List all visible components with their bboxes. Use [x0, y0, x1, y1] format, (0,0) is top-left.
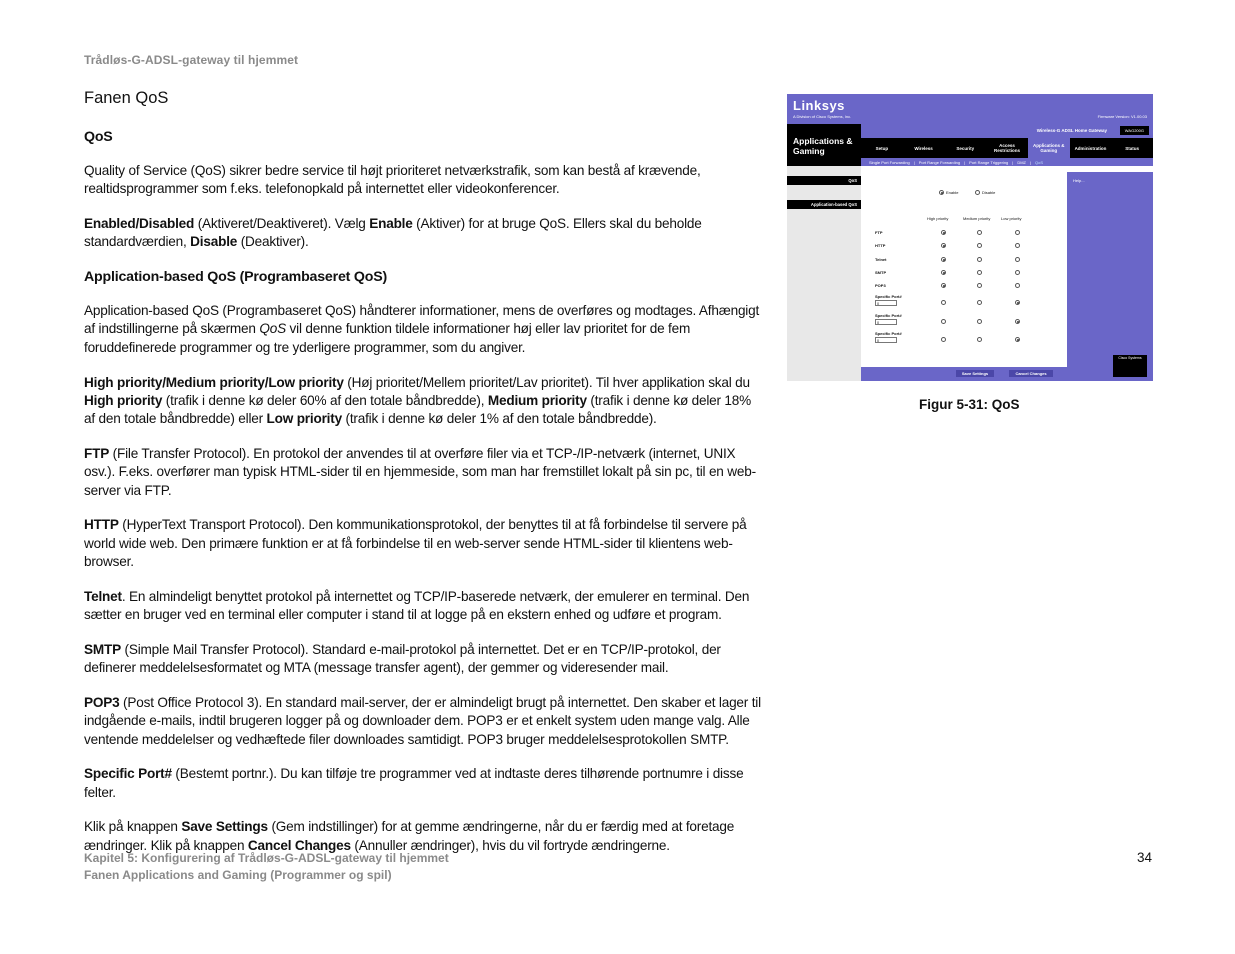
priority-radio[interactable] [941, 319, 946, 324]
footer-chapter: Kapitel 5: Konfigurering af Trådløs-G-ADSL-gateway til hjemmet [84, 851, 449, 865]
row-label: HTTP [875, 243, 886, 248]
subtab-1[interactable]: Port Range Forwarding [918, 159, 961, 165]
text: (Aktiveret/Deaktiveret). Vælg [194, 216, 370, 232]
main-tabs [861, 138, 1153, 158]
paragraph-qos-intro: Quality of Service (QoS) sikrer bedre service til højt prioriteret netværkstrafik, som kan bestå af krævende, realtidsprogrammer som f.eks. telefonopkald på internettet eller videokonferencer. [84, 163, 701, 197]
priority-radio[interactable] [941, 300, 946, 305]
term-high: High priority [84, 392, 163, 408]
enable-label: Enable [946, 190, 959, 195]
text: (Høj prioritet/Mellem prioritet/Lav prioritet). Til hver applikation skal du [343, 374, 750, 390]
linksys-logo: Linksys [793, 98, 845, 113]
column-header-2: Low priority [1001, 216, 1022, 221]
help-panel [1067, 172, 1153, 381]
text: (Aktiver) for at bruge QoS. Ellers skal du beholde standardværdien, [84, 216, 702, 250]
priority-radio[interactable] [977, 319, 982, 324]
paragraph-http [84, 516, 764, 571]
section-title: Fanen QoS [84, 89, 169, 107]
paragraph-priorities [84, 374, 764, 429]
paragraph-enabled-disabled [84, 215, 764, 252]
tab-5[interactable]: Administration [1074, 145, 1107, 151]
help-link[interactable]: Help... [1073, 178, 1085, 183]
tab-4[interactable]: Applications & Gaming [1028, 138, 1070, 158]
column-header-0: High priority [927, 216, 949, 221]
button-bar [861, 367, 1067, 381]
paragraph-application-qos [84, 302, 764, 357]
app-title-block [787, 124, 861, 166]
priority-radio[interactable] [977, 300, 982, 305]
save-settings-button[interactable]: Save Settings [956, 370, 994, 377]
priority-radio[interactable] [977, 257, 982, 262]
left-nav [787, 166, 861, 381]
tab-6[interactable]: Status [1125, 145, 1140, 151]
row-label: SMTP [875, 270, 887, 275]
row-label: Specific Port# [875, 294, 902, 299]
priority-radio[interactable] [941, 243, 946, 248]
text: (Bestemt portnr.). Du kan tilføje tre programmer ved at indtaste deres tilhørende portnumre i disse felter. [84, 766, 744, 800]
priority-radio[interactable] [977, 243, 982, 248]
body-text [84, 128, 764, 872]
text: vil denne funktion tildele informationer høj eller lav prioritet for de fem foruddefinerede programmer og tre yderligere programmer, som du angiver. [84, 321, 691, 355]
subtab-2[interactable]: Port Range Triggering [969, 159, 1009, 165]
running-header: Trådløs-G-ADSL-gateway til hjemmet [84, 53, 299, 67]
specific-port-input[interactable]: 0 [875, 319, 897, 325]
heading-application-qos: Application-based QoS (Programbaseret QoS) [84, 269, 387, 286]
row-label: Specific Port# [875, 331, 902, 336]
term-disable: Disable [190, 234, 238, 250]
logo-subtitle: A Division of Cisco Systems, Inc. [793, 114, 852, 119]
tab-3[interactable]: Access Restrictions [994, 143, 1021, 153]
row-label: Specific Port# [875, 313, 902, 318]
term-enabled-disabled: Enabled/Disabled [84, 216, 195, 232]
priority-radio[interactable] [1015, 257, 1020, 262]
product-name: Wireless-G ADSL Home Gateway [1036, 128, 1107, 133]
paragraph-ftp [84, 445, 764, 500]
disable-label: Disable [982, 190, 996, 195]
cisco-text: Cisco Systems [1118, 356, 1142, 360]
text: Application-based QoS (Programbaseret QoS) håndterer informationer, mens de overføres og modtages. Afhængigt af indstillingerne på skærmen [84, 303, 760, 337]
page-number: 34 [1136, 850, 1152, 865]
left-nav-qos: QoS [787, 176, 861, 185]
subtab-separator: | [913, 159, 915, 165]
tab-0[interactable]: Setup [875, 145, 889, 151]
specific-port-input[interactable]: 0 [875, 300, 897, 306]
tab-1[interactable]: Wireless [914, 145, 933, 151]
priority-radio[interactable] [1015, 337, 1020, 342]
priority-radio[interactable] [941, 270, 946, 275]
cisco-logo [1113, 355, 1147, 377]
text: (File Transfer Protocol). En protokol der anvendes til at overføre filer via et TCP-/IP-netværk (internet, UNIX osv.). F.eks. overfører man typisk HTML-sider til en hjemmeside, som man har fremstillet lokalt på sin pc, til en web-server via FTP. [84, 445, 756, 498]
subtab-0[interactable]: Single Port Forwarding [869, 159, 910, 165]
left-nav-application-qos: Application-based QoS [787, 200, 861, 209]
term-enable: Enable [369, 216, 413, 232]
text: (trafik i denne kø deler 18% af den totale båndbredde) eller [84, 392, 752, 427]
footer-section: Fanen Applications and Gaming (Programmer og spil) [84, 868, 392, 882]
priority-radio[interactable] [941, 257, 946, 262]
subtab-separator: | [964, 159, 966, 165]
text: . En almindeligt benyttet protokol på internettet og TCP/IP-baserede netværk, der emulerer en terminal. Den sætter en bruger ved en terminal eller computer i stand til at logge på en ekstern enhed og udføre et program. [84, 588, 750, 623]
priority-radio[interactable] [1015, 319, 1020, 324]
enable-radio[interactable] [939, 190, 944, 195]
priority-radio[interactable] [977, 230, 982, 235]
text: (Post Office Protocol 3). En standard mail-server, der er almindeligt brugt på internettet. Den skaber et lager til indgående e-mails, indtil brugeren logger på og downloader dem. POP3 er et enkelt system uden mange valg. Alle ventende meddelelser og vedhæftede filer downloades samtidigt. POP3 bruger meddelelsesprotokollen SMTP. [84, 694, 761, 747]
term-pop3: POP3 [84, 694, 120, 710]
text: Klik på knappen [84, 819, 182, 835]
column-header-1: Medium priority [963, 216, 991, 221]
row-label: FTP [875, 230, 883, 235]
term-low: Low priority [266, 411, 342, 427]
term-ftp: FTP [84, 445, 110, 461]
priority-radio[interactable] [1015, 230, 1020, 235]
term-medium: Medium priority [487, 392, 587, 408]
row-label: POP3 [875, 283, 886, 288]
tab-2[interactable]: Security [956, 145, 975, 151]
priority-radio[interactable] [941, 283, 946, 288]
priority-radio[interactable] [1015, 300, 1020, 305]
subtab-separator: | [1012, 159, 1014, 165]
priority-radio[interactable] [977, 283, 982, 288]
text: (Gem indstillinger) for at gemme ændringerne, når du er færdig med at foretage ændringer. Klik på knappen [84, 819, 735, 853]
firmware-version: Firmware Version: V1.00.03 [1097, 114, 1147, 119]
priority-radio[interactable] [1015, 283, 1020, 288]
paragraph-telnet [84, 588, 764, 625]
priority-radio[interactable] [977, 337, 982, 342]
paragraph-smtp [84, 641, 764, 678]
paragraph-specific-port [84, 765, 764, 802]
disable-radio[interactable] [975, 190, 980, 195]
row-label: Telnet [875, 257, 887, 262]
footer [84, 850, 449, 884]
term-save-settings: Save Settings [181, 819, 268, 835]
term-priorities: High priority/Medium priority/Low priority [84, 374, 344, 390]
sub-tabs [861, 158, 1153, 166]
text: (HyperText Transport Protocol). Den kommunikationsprotokol, der benyttes til at få forbindelse til servere på world wide web. Den primære funktion er at få forbindelse til en web-server sende HTML-sider til klientens web-browser. [84, 517, 747, 569]
navbar [861, 124, 1153, 166]
priority-radio[interactable] [1015, 270, 1020, 275]
app-title: Applications & Gaming [793, 136, 853, 156]
model-badge: WAG200G [1120, 126, 1149, 135]
term-specific-port: Specific Port# [84, 766, 172, 782]
qos-screenshot [787, 94, 1153, 381]
paragraph-pop3 [84, 694, 764, 749]
priority-radio[interactable] [1015, 243, 1020, 248]
text: (Simple Mail Transfer Protocol). Standard e-mail-protokol på internettet. Det er en TCP/IP-protokol, der definerer meddelelsesformatet og MTA (message transfer agent), der gemmer og videresender mail. [84, 641, 721, 676]
text: (Deaktiver). [237, 234, 309, 250]
heading-qos: QoS [84, 129, 113, 145]
term-smtp: SMTP [84, 641, 121, 657]
figure-caption: Figur 5-31: QoS [919, 397, 1020, 412]
term-cancel-changes: Cancel Changes [247, 837, 351, 853]
text: (trafik i denne kø deler 60% af den totale båndbredde), [162, 392, 488, 408]
priority-radio[interactable] [941, 337, 946, 342]
subtab-separator: | [1030, 159, 1032, 165]
qos-form [861, 172, 1067, 377]
priority-radio[interactable] [941, 230, 946, 235]
subtab-4[interactable]: QoS [1035, 159, 1044, 165]
term-qos-italic: QoS [259, 321, 286, 337]
cancel-changes-button[interactable]: Cancel Changes [1009, 370, 1053, 377]
product-bar [861, 124, 1153, 138]
text: (Annuller ændringer), hvis du vil fortryde ændringerne. [350, 837, 670, 853]
term-http: HTTP [84, 517, 119, 533]
text: (trafik i denne kø deler 1% af den totale båndbredde). [341, 411, 657, 427]
top-band [787, 94, 1153, 124]
specific-port-input[interactable]: 0 [875, 337, 897, 343]
priority-radio[interactable] [977, 270, 982, 275]
term-telnet: Telnet [84, 588, 122, 604]
subtab-3[interactable]: DMZ [1017, 159, 1026, 165]
